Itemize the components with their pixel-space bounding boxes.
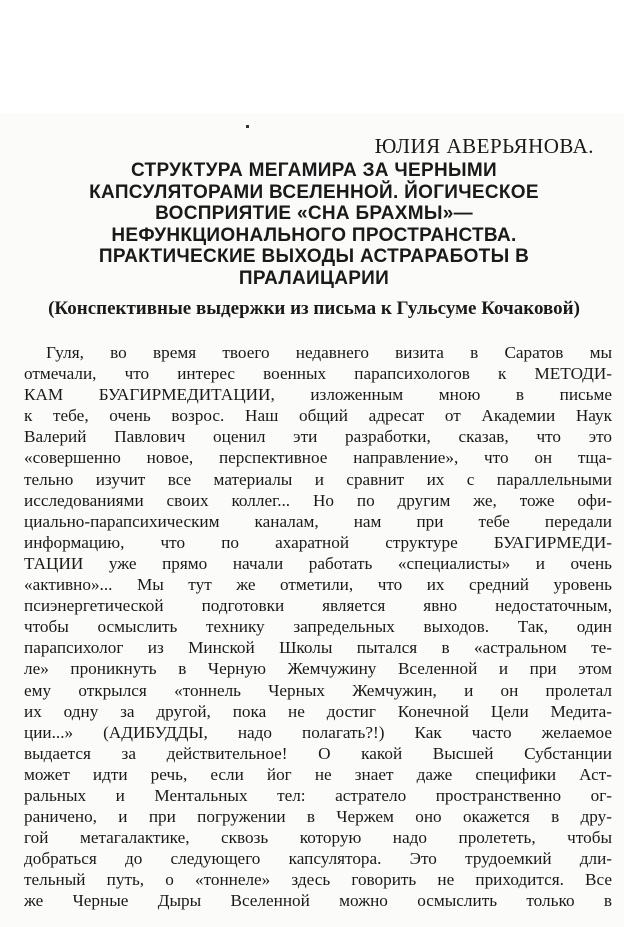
- body-line: исследованиями своих коллег... Но по другим же, тоже офи-: [24, 490, 612, 510]
- author-name: ЮЛИЯ АВЕРЬЯНОВА.: [374, 134, 594, 158]
- body-line: информацию, что по ахаратной структуре БУАГИРМЕДИ-: [24, 532, 612, 552]
- body-line: Валерий Павлович оценил эти разработки, сказав, что это: [24, 427, 612, 447]
- title-line: НЕФУНКЦИОНАЛЬНОГО ПРОСТРАНСТВА.: [111, 224, 517, 246]
- body-line: ТАЦИИ уже прямо начали работать «специалисты» и очень: [24, 553, 612, 573]
- body-line: же Черные Дыры Вселенной можно осмыслить только в: [24, 891, 612, 911]
- body-line: может идти речь, если йог не знает даже специфики Аст-: [24, 764, 612, 784]
- body-line: тельно изучит все материалы и сравнит их с параллельными: [24, 469, 612, 489]
- article-subtitle: (Конспективные выдержки из письма к Гульсуме Кочаковой): [48, 298, 580, 319]
- body-line: отмечали, что интерес военных парапсихологов к МЕТОДИ-: [24, 364, 612, 384]
- body-line: выдается за действительное! О какой Высшей Субстанции: [24, 743, 612, 763]
- body-line: КАМ БУАГИРМЕДИТАЦИИ, изложенным мною в письме: [24, 385, 612, 405]
- body-line: добраться до следующего капсулятора. Это трудоемкий дли-: [24, 849, 612, 869]
- body-line: их одну за другой, пока не достиг Конечной Цели Медита-: [24, 701, 612, 721]
- title-line: ПРАЛАИЦАРИИ: [238, 267, 390, 289]
- body-line: псиэнергетической подготовки является явно недостаточным,: [24, 596, 612, 616]
- article-title: [40, 160, 588, 289]
- body-line: «активно»... Мы тут же отметили, что их средний уровень: [24, 575, 612, 595]
- body-line: раничено, и при погружении в Чержем оно окажется в дру-: [24, 807, 612, 827]
- article-body: [24, 342, 612, 912]
- body-line: Гуля, во время твоего недавнего визита в Саратов мы: [46, 343, 612, 362]
- body-line: «совершенно новое, перспективное направление», что он тща-: [24, 448, 612, 468]
- body-line: тельный путь, о «тоннеле» здесь говорить не приходится. Все: [24, 870, 612, 890]
- body-line: ле» проникнуть в Черную Жемчужину Вселенной и при этом: [24, 659, 612, 679]
- body-line: гой метагалактике, сквозь которую надо пролететь, чтобы: [24, 828, 612, 848]
- body-line: к тебе, очень возрос. Наш общий адресат от Академии Наук: [24, 406, 612, 426]
- title-line: СТРУКТУРА МЕГАМИРА ЗА ЧЕРНЫМИ: [131, 160, 497, 181]
- title-line: КАПСУЛЯТОРАМИ ВСЕЛЕННОЙ. ЙОГИЧЕСКОЕ: [89, 181, 539, 203]
- center-mark: [246, 125, 249, 128]
- title-line: ВОСПРИЯТИЕ «СНА БРАХМЫ»—: [155, 203, 473, 224]
- body-line: ральных и Ментальных тел: астратело пространственно ог-: [24, 785, 612, 805]
- body-line: ему открылся «тоннель Черных Жемчужин, и он пролетал: [24, 680, 612, 700]
- body-line: ции...» (АДИБУДДЫ, надо полагать?!) Как часто желаемое: [24, 722, 612, 742]
- body-line: циально-парапсихическим каналам, нам при тебе передали: [24, 511, 612, 531]
- body-line: чтобы осмыслить технику запредельных выходов. Так, один: [24, 617, 612, 637]
- body-line: парапсихолог из Минской Школы пытался в «астральном те-: [24, 638, 612, 658]
- title-line: ПРАКТИЧЕСКИЕ ВЫХОДЫ АСТРАРАБОТЫ В: [98, 246, 530, 267]
